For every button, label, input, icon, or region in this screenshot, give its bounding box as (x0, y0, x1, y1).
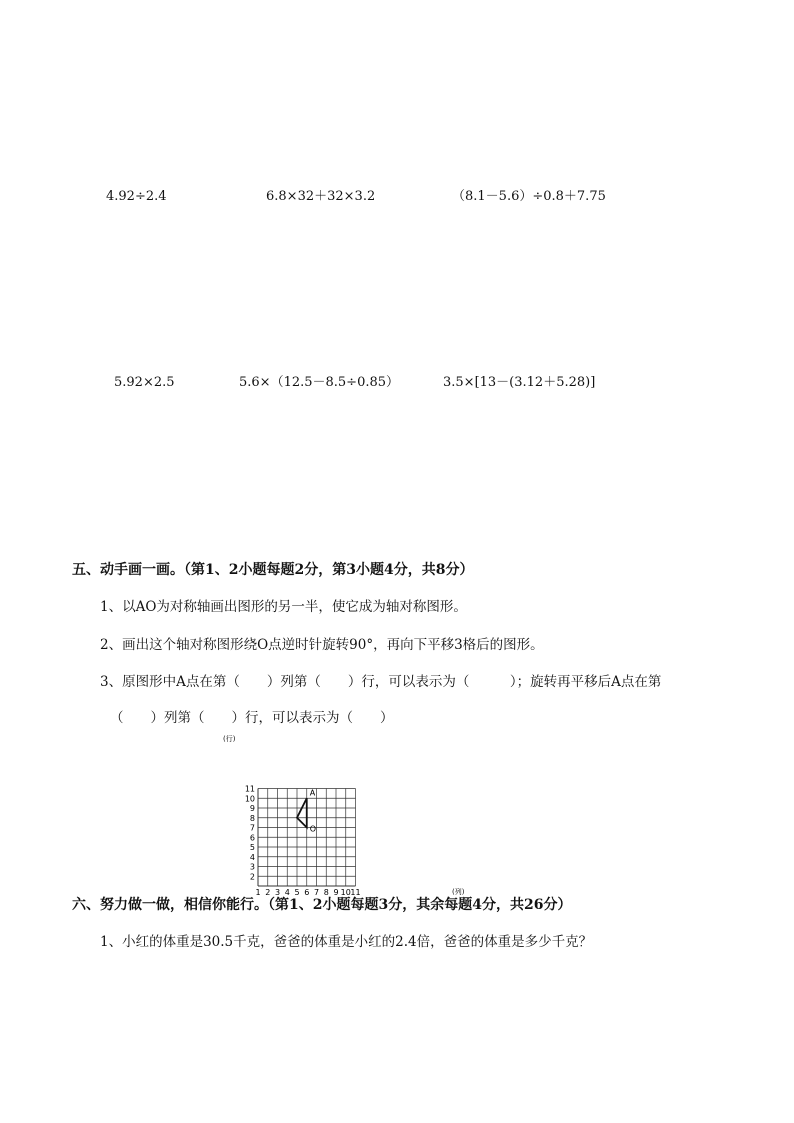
col-tick-label: 4 (284, 888, 290, 897)
col-tick-label: 6 (304, 888, 310, 897)
row-tick-label: 10 (244, 794, 255, 804)
row-tick-label: 7 (249, 823, 255, 833)
col-tick-label: 1 (255, 888, 261, 897)
col-tick-label: 11 (350, 888, 361, 897)
point-o-label: O (309, 824, 317, 834)
row-tick-labels (245, 785, 255, 882)
row-tick-label: 6 (249, 833, 255, 843)
calc-expression: 5.6×（12.5－8.5÷0.85） (239, 375, 400, 390)
col-tick-label: 7 (313, 888, 320, 897)
row-tick-label: 2 (249, 872, 255, 882)
row-tick-label: 3 (249, 862, 255, 872)
row-tick-label: 8 (249, 813, 255, 823)
section5-question-3: 3、原图形中A点在第（ ）列第（ ）行，可以表示为（ ）；旋转再平移后A点在第 (100, 674, 662, 690)
section6-heading: 六、努力做一做，相信你能行。（第1、2小题每题3分，其余每题4分，共26分） (72, 897, 572, 913)
col-tick-label: 10 (340, 888, 351, 897)
coordinate-grid (215, 730, 495, 900)
calc-expression: （8.1－5.6）÷0.8＋7.75 (452, 189, 606, 204)
col-tick-label: 8 (323, 888, 329, 897)
col-tick-label: 5 (294, 888, 300, 897)
row-tick-label: 4 (249, 852, 255, 862)
col-tick-label: 3 (274, 888, 281, 897)
row-tick-label: 11 (244, 784, 255, 794)
row-axis-label: (行) (223, 735, 236, 743)
col-tick-label: 9 (333, 888, 339, 897)
point-a-label: A (309, 788, 316, 798)
col-tick-labels (255, 888, 360, 897)
section5-question-3-cont: （ ）列第（ ）行，可以表示为（ ） (110, 710, 394, 726)
row-tick-label: 5 (249, 843, 255, 852)
row-tick-label: 9 (249, 804, 255, 813)
section5-heading: 五、动手画一画。（第1、2小题每题2分，第3小题4分，共8分） (72, 562, 474, 578)
calc-expression: 4.92÷2.4 (106, 189, 167, 204)
col-axis-label: (列) (452, 888, 465, 896)
calc-expression: 3.5×[13－(3.12＋5.28)] (443, 375, 596, 390)
calc-expression: 6.8×32＋32×3.2 (266, 189, 376, 204)
section5-question-1: 1、以AO为对称轴画出图形的另一半，使它成为轴对称图形。 (100, 599, 467, 615)
calc-expression: 5.92×2.5 (114, 375, 175, 390)
col-tick-label: 2 (265, 888, 271, 897)
section6-question-1: 1、小红的体重是30.5千克，爸爸的体重是小红的2.4倍，爸爸的体重是多少千克？ (100, 934, 593, 950)
section5-question-2: 2、画出这个轴对称图形绕O点逆时针旋转90°，再向下平移3格后的图形。 (100, 637, 544, 653)
triangle-figure (297, 798, 307, 827)
